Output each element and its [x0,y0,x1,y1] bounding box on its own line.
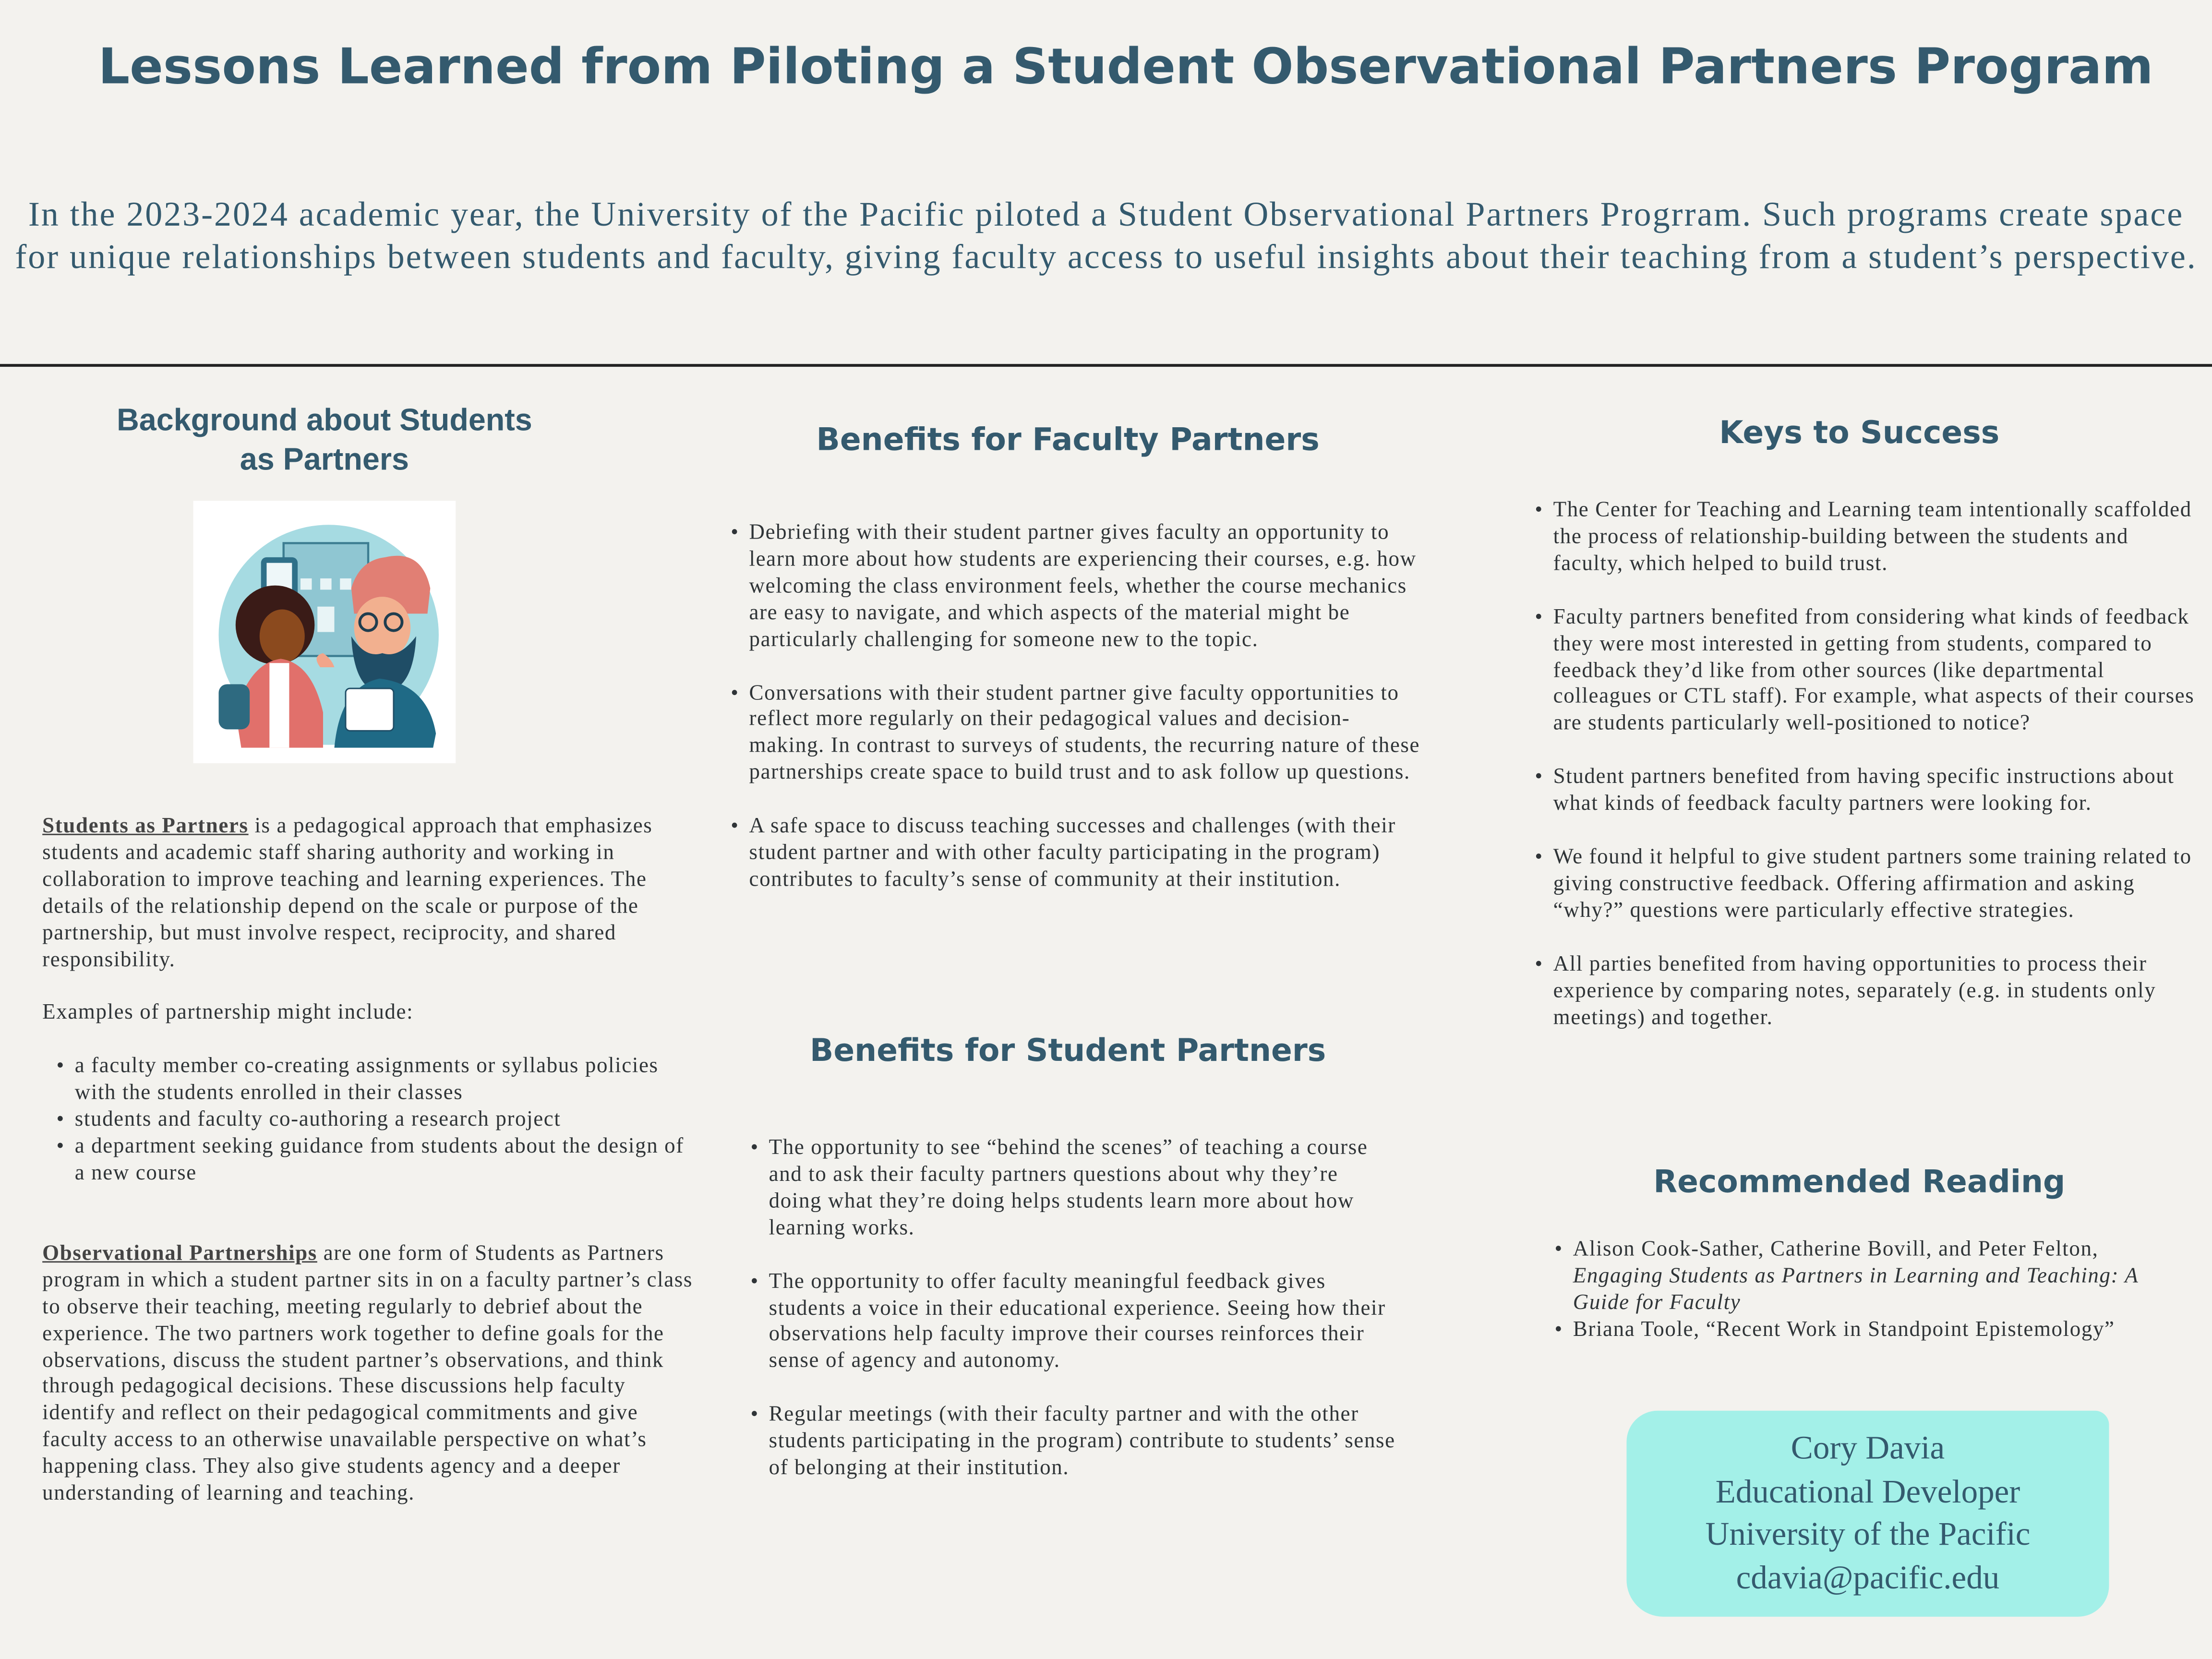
list-item: • The opportunity to see “behind the scenes” of teaching a course and to ask their faculty partners questions about why they’re doing what they’re doing helps students learn more about how learning works. [750,1136,1396,1242]
list-item: • Conversations with their student partner give faculty opportunities to reflect more regularly on their pedagogical values and decision-making. In contrast to surveys of students, the recurring nature of these partnerships create space to build trust and to ask follow up questions. [731,681,1422,787]
paragraph-text: is a pedagogical approach that emphasizes students and academic staff sharing authority and working in collaboration to improve teaching and learning experiences. The details of the relationship depend on the scale or purpose of the partnership, but must involve respect, reciprocity, and shared responsibility. [42,814,653,972]
faculty-benefits-list [731,520,1422,894]
reading-title: Engaging Students as Partners in Learning and Teaching: A Guide for Faculty [1573,1263,2139,1315]
contact-role: Educational Developer [1715,1473,2020,1510]
students-as-partners-paragraph [42,814,699,974]
list-item: • We found it helpful to give student partners some training related to giving constructive feedback. Offering affirmation and asking “why?” questions were particularly effective strategies. [1535,845,2195,926]
reading-section [1531,1163,2188,1205]
intro-text: In the 2023-2024 academic year, the University of the Pacific piloted a Student Observational Partners Progrram. Such programs create space for unique relationships between students and faculty, giving faculty access to useful insights about their teaching from a student’s perspective. [15,196,2197,277]
student-benefits-section [731,1031,1405,1073]
reading-heading: Recommended Reading [1653,1165,2066,1201]
background-heading: Background about Students as Partners [117,402,532,477]
list-item: • A safe space to discuss teaching successes and challenges (with their student partner and with other faculty participating in the program) contributes to faculty’s sense of community at their institution. [731,814,1422,894]
contact-name: Cory Davia [1791,1430,1945,1467]
contact-email[interactable]: cdavia@pacific.edu [1736,1559,2000,1597]
background-section [106,401,543,480]
background-body [42,814,699,1508]
list-item: • All parties benefited from having opportunities to process their experience by comparing notes, separately (e.g. in students only meetings) and together. [1535,952,2195,1032]
observational-partnerships-paragraph [42,1241,699,1508]
contact-org: University of the Pacific [1705,1516,2031,1553]
student-benefits-list [750,1136,1396,1483]
examples-intro: Examples of partnership might include: [42,1000,414,1025]
examples-list [42,1054,699,1188]
poster-title: Lessons Learned from Piloting a Student Observational Partners Program [98,39,2153,96]
faculty-benefits-section [731,421,1405,463]
list-item: • Debriefing with their student partner gives faculty an opportunity to learn more about how students are experiencing their courses, e.g. how welcoming the class environment feels, whether the course mechanics are easy to navigate, and which aspects of the material might be particularly challenging for someone new to the topic. [731,520,1422,654]
contact-box [1626,1411,2109,1617]
reading-list [1555,1237,2176,1344]
list-item: • Student partners benefited from having specific instructions about what kinds of feedback faculty partners were looking for. [1535,765,2195,818]
students-as-partners-term: Students as Partners [42,814,249,838]
reading-item [1555,1237,2176,1317]
list-item: • Faculty partners benefited from considering what kinds of feedback they were most interested in getting from students, compared to feedback they’d like from other sources (like departmental colleagues or CTL staff). For example, what aspects of their courses are students particularly well-positioned to notice? [1535,605,2195,738]
list-item: • The opportunity to offer faculty meaningful feedback gives students a voice in their educational experience. Seeing how their observations help faculty improve their courses reinforces their sense of agency and autonomy. [750,1269,1396,1376]
student-benefits-heading: Benefits for Student Partners [810,1034,1326,1070]
keys-section [1531,413,2188,456]
divider [0,364,2212,367]
list-item: • Regular meetings (with their faculty partner and with the other students participating in the program) contribute to students’ sense of belonging at their institution. [750,1403,1396,1483]
list-item: • a faculty member co-creating assignments or syllabus policies with the students enrolled in their classes [57,1054,700,1107]
keys-heading: Keys to Success [1719,416,2000,452]
list-item: • a department seeking guidance from students about the design of a new course [57,1134,700,1188]
keys-list [1535,498,2195,1032]
reading-authors: Alison Cook-Sather, Catherine Bovill, and Peter Felton, [1573,1237,2099,1262]
faculty-benefits-heading: Benefits for Faculty Partners [816,423,1320,459]
observational-partnerships-term: Observational Partnerships [42,1241,317,1265]
students-faculty-illustration-icon [193,501,456,763]
reading-item: • Briana Toole, “Recent Work in Standpoint Epistemology” [1555,1317,2176,1344]
paragraph-text: are one form of Students as Partners program in which a student partner sits in on a faculty partner’s class to observe their teaching, meeting regularly to debrief about the experience. The two partners work together to define goals for the observations, discuss the student partner’s observations, and think through pedagogical decisions. These discussions help faculty identify and reflect on their pedagogical commitments and give faculty access to an otherwise unavailable perspective on what’s happening class. They also give students agency and a deeper understanding of learning and teaching. [42,1241,693,1505]
list-item: • The Center for Teaching and Learning team intentionally scaffolded the process of relationship-building between the students and faculty, which helped to build trust. [1535,498,2195,578]
list-item: • students and faculty co-authoring a research project [57,1107,700,1134]
